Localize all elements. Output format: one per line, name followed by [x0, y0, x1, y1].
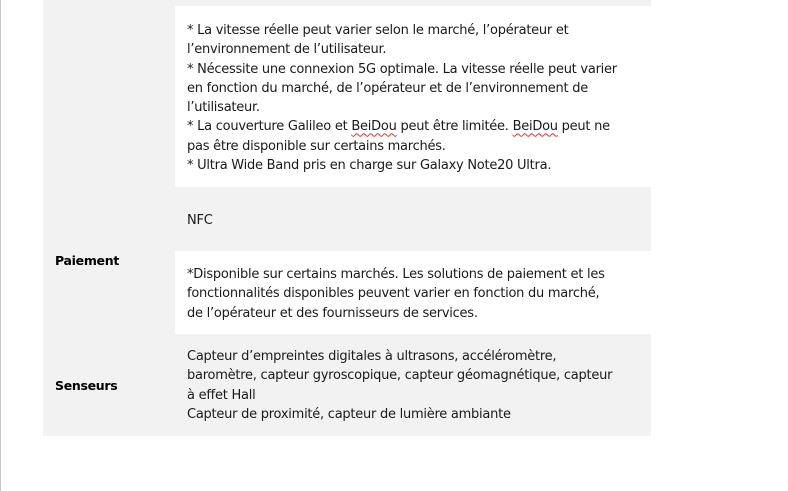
payment-note-line-2: fonctionnalités disponibles peuvent varier en fonction du marché, — [187, 286, 600, 302]
spellcheck-word-beidou-1[interactable]: BeiDou — [351, 119, 397, 135]
sensors-cells — [175, 334, 651, 436]
note-gnss-line-1a: * La couverture Galileo et — [187, 119, 352, 135]
connectivity-label-cell — [43, 0, 175, 187]
spellcheck-word-beidou-2[interactable]: BeiDou — [512, 119, 558, 135]
note-speed — [187, 21, 643, 60]
payment-value: NFC — [187, 213, 213, 228]
note-speed-line-2: l’environnement de l’utilisateur. — [187, 42, 387, 58]
payment-row — [43, 187, 651, 334]
sensors-line-2: baromètre, capteur gyroscopique, capteur géomagnétique, capteur — [187, 368, 613, 384]
sensors-value — [187, 347, 643, 424]
connectivity-row — [43, 0, 651, 187]
note-uwb: * Ultra Wide Band pris en charge sur Galaxy Note20 Ultra. — [187, 158, 552, 174]
note-gnss — [187, 117, 643, 156]
payment-note-line-3: de l’opérateur et des fournisseurs de services. — [187, 305, 478, 321]
sensors-value-cell[interactable] — [175, 334, 651, 436]
connectivity-notes-cell[interactable] — [175, 6, 651, 187]
note-5g-line-1: * Nécessite une connexion 5G optimale. La vitesse réelle peut varier — [187, 61, 617, 77]
note-speed-line-1: * La vitesse réelle peut varier selon le marché, l’opérateur et — [187, 23, 569, 38]
sensors-label: Senseurs — [55, 378, 118, 393]
note-5g-line-3: l’utilisateur. — [187, 100, 260, 116]
note-5g-line-2: en fonction du marché, de l’opérateur et de l’environnement de — [187, 80, 589, 96]
note-5g — [187, 60, 643, 118]
note-gnss-line-1b: peut être limitée. — [396, 119, 513, 135]
note-gnss-line-1c: peut ne — [557, 119, 610, 135]
sensors-line-3: à effet Hall — [187, 387, 256, 403]
payment-cells — [175, 187, 651, 334]
payment-value-cell[interactable] — [175, 187, 651, 251]
page-left-edge — [0, 0, 1, 491]
payment-label-cell — [43, 187, 175, 334]
payment-note — [187, 265, 643, 323]
sensors-line-4: Capteur de proximité, capteur de lumière ambiante — [187, 406, 511, 422]
sensors-row — [43, 334, 651, 436]
connectivity-cells — [175, 0, 651, 187]
payment-note-line-1: *Disponible sur certains marchés. Les solutions de paiement et les — [187, 267, 605, 282]
sensors-line-1: Capteur d’empreintes digitales à ultrasons, accéléromètre, — [187, 349, 557, 364]
sensors-label-cell — [43, 334, 175, 436]
payment-label: Paiement — [55, 253, 120, 268]
payment-note-cell[interactable] — [175, 251, 651, 334]
note-gnss-line-2: pas être disponible sur certains marchés. — [187, 138, 446, 154]
